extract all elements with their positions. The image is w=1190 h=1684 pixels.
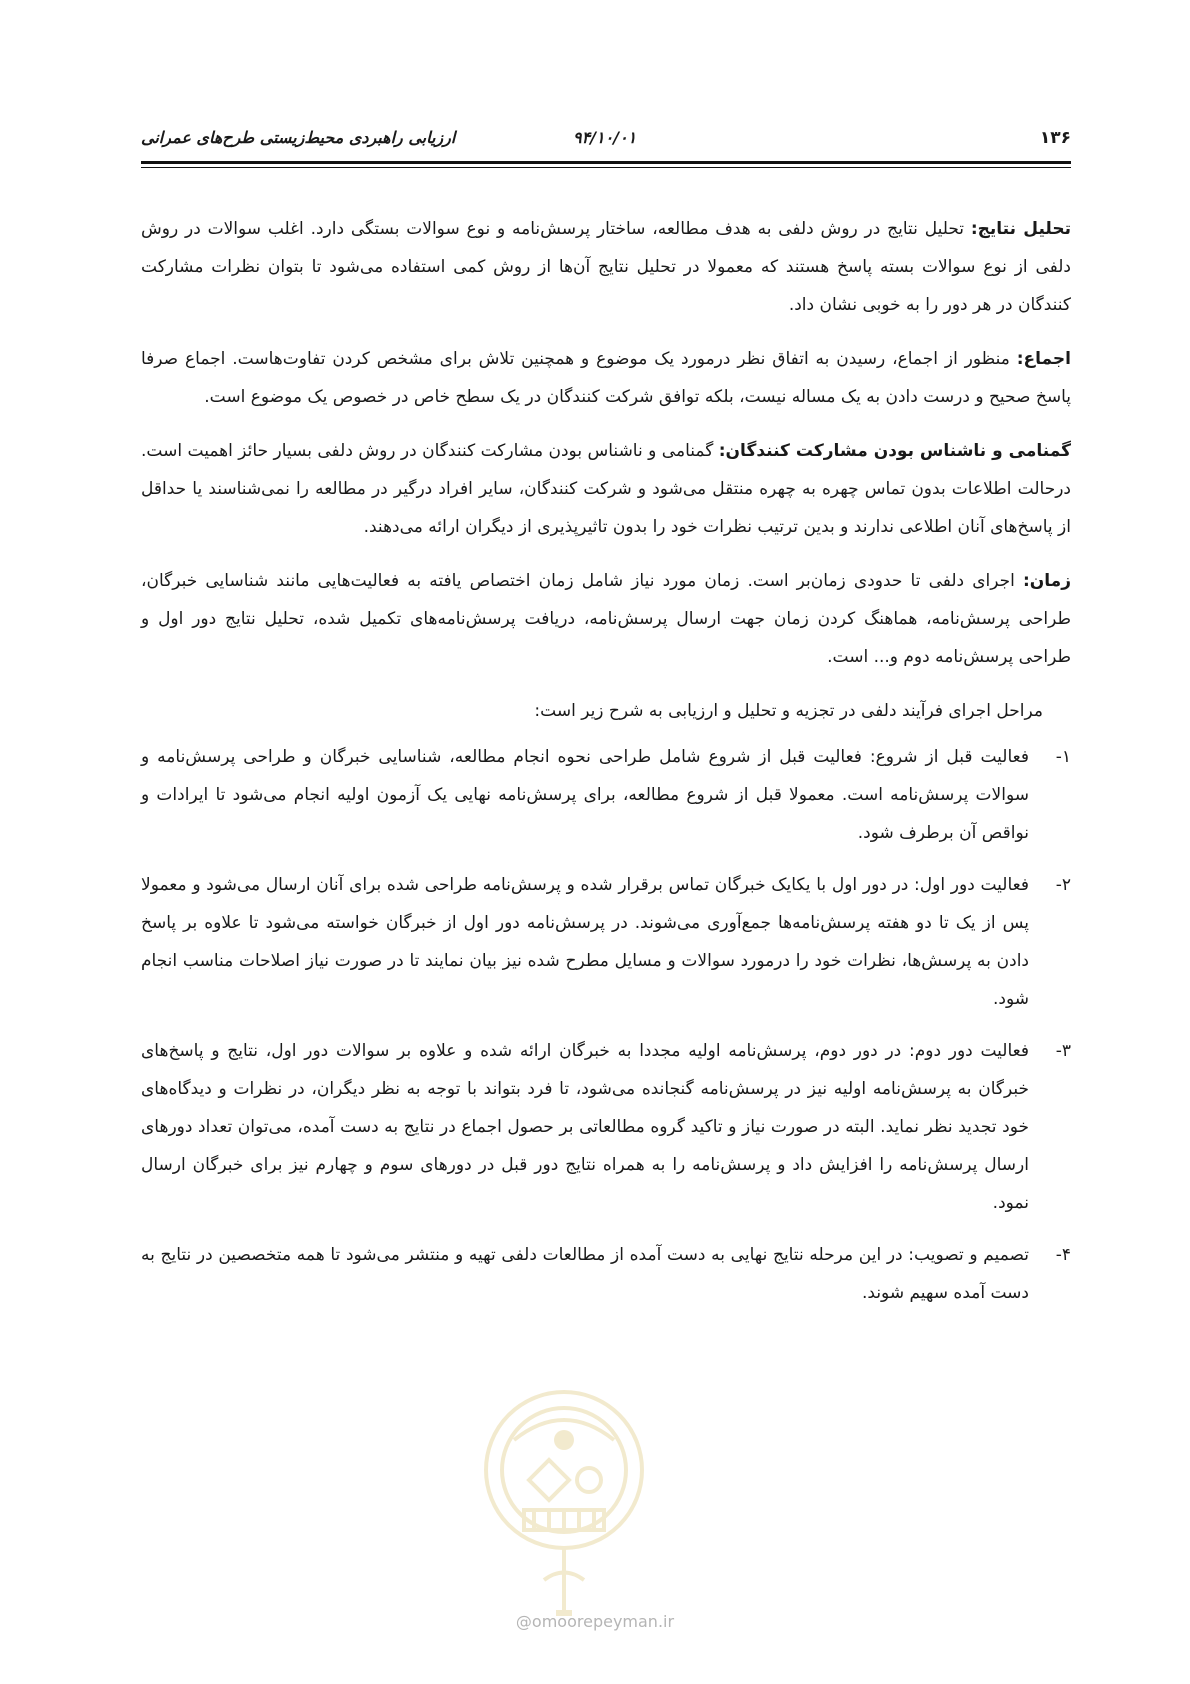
paragraph-term: اجماع: bbox=[1016, 349, 1071, 369]
list-number: ۲- bbox=[1055, 875, 1071, 895]
list-item bbox=[141, 738, 1071, 852]
list-text: تصمیم و تصویب: در این مرحله نتایج نهایی به دست آمده از مطالعات دلفی تهیه و منتشر می‌شود تا همه متخصصین در نتایج به دست آمده سهیم شوند. bbox=[141, 1245, 1029, 1303]
header-rule-thin bbox=[141, 167, 1071, 168]
paragraph-term: گمنامی و ناشناس بودن مشارکت کنندگان: bbox=[718, 441, 1071, 461]
list-text: فعالیت قبل از شروع: فعالیت قبل از شروع شامل طراحی نحوه انجام مطالعه، شناسایی خبرگان و طراحی پرسش‌نامه و سوالات پرسش‌نامه است. معمولا قبل از شروع مطالعه، برای پرسش‌نامه نهایی یک آزمون اولیه انجام می‌شود تا ایرادات و نواقص آن برطرف شود. bbox=[141, 747, 1029, 843]
list-item bbox=[141, 1032, 1071, 1222]
watermark-logo bbox=[474, 1380, 654, 1630]
list-number: ۳- bbox=[1055, 1041, 1071, 1061]
page-body bbox=[141, 210, 1071, 1326]
paragraph-text: گمنامی و ناشناس بودن مشارکت کنندگان در روش دلفی بسیار حائز اهمیت است. درحالت اطلاعات بدون تماس چهره به چهره منتقل می‌شود و شرکت کنندگان، سایر افراد درگیر در مطالعه را نمی‌شناسند یا حداقل از پاسخ‌های آنان اطلاعی ندارند و بدین ترتیب نظرات خود را بدون تاثیرپذیری از دیگران ارائه می‌دهند. bbox=[141, 441, 1071, 537]
running-header bbox=[141, 128, 1071, 158]
list-text: فعالیت دور دوم: در دور دوم، پرسش‌نامه اولیه مجددا به خبرگان ارائه شده و علاوه بر سوالات دور اول، نتایج و پاسخ‌های خبرگان به پرسش‌نامه اولیه نیز در پرسش‌نامه گنجانده می‌شود، تا فرد بتواند با توجه به نظر دیگران، در نظرات و دیدگاه‌های خود تجدید نظر نماید. البته در صورت نیاز و تاکید گروه مطالعاتی بر حصول اجماع در نتایج به دست آمده، می‌توان تعداد دورهای ارسال پرسش‌نامه را افزایش داد و پرسش‌نامه را به همراه نتایج دور قبل در دورهای سوم و چهارم نیز برای خبرگان ارسال نمود. bbox=[141, 1041, 1029, 1213]
list-item bbox=[141, 866, 1071, 1018]
paragraph-time bbox=[141, 562, 1071, 676]
paragraph-text: منظور از اجماع، رسیدن به اتفاق نظر درمورد یک موضوع و همچنین تلاش برای مشخص کردن تفاوت‌هاست. اجماع صرفا پاسخ صحیح و درست دادن به یک مساله نیست، بلکه توافق شرکت کنندگان در یک سطح خاص در خصوص یک موضوع است. bbox=[141, 349, 1071, 407]
list-item bbox=[141, 1236, 1071, 1312]
paragraph-text: تحلیل نتایج در روش دلفی به هدف مطالعه، ساختار پرسش‌نامه و نوع سوالات بستگی دارد. اغلب سوالات در روش دلفی از نوع سوالات بسته پاسخ هستند که معمولا در تحلیل نتایج آن‌ها از روش کمی استفاده می‌شود تا بتوان نظرات مشارکت کنندگان در هر دور را به خوبی نشان داد. bbox=[141, 219, 1071, 315]
paragraph-analysis bbox=[141, 210, 1071, 324]
paragraph-anonymity bbox=[141, 432, 1071, 546]
watermark-url: @omoorepeyman.ir bbox=[515, 1612, 675, 1631]
paragraph-text: اجرای دلفی تا حدودی زمان‌بر است. زمان مورد نیاز شامل زمان اختصاص یافته به فعالیت‌هایی مانند شناسایی خبرگان، طراحی پرسش‌نامه، هماهنگ کردن زمان جهت ارسال پرسش‌نامه، دریافت پرسش‌نامه‌های تکمیل شده، تحلیل نتایج دور اول و طراحی پرسش‌نامه دوم و... است. bbox=[141, 571, 1071, 667]
steps-list bbox=[141, 738, 1071, 1312]
paragraph-term: تحلیل نتایج: bbox=[970, 219, 1071, 239]
header-title: ارزیابی راهبردی محیط‌زیستی طرح‌های عمرانی bbox=[141, 128, 456, 147]
list-number: ۱- bbox=[1055, 747, 1071, 767]
paragraph-consensus bbox=[141, 340, 1071, 416]
header-rule-thick bbox=[141, 161, 1071, 164]
list-number: ۴- bbox=[1055, 1245, 1071, 1265]
steps-intro: مراحل اجرای فرآیند دلفی در تجزیه و تحلیل و ارزیابی به شرح زیر است: bbox=[534, 701, 1043, 721]
paragraph-term: زمان: bbox=[1022, 571, 1071, 591]
page-number: ۱۳۶ bbox=[1039, 128, 1071, 148]
list-text: فعالیت دور اول: در دور اول با یکایک خبرگان تماس برقرار شده و پرسش‌نامه طراحی شده برای آنان ارسال می‌شود و معمولا پس از یک تا دو هفته پرسش‌نامه‌ها جمع‌آوری می‌شوند. در پرسش‌نامه دور اول از خبرگان خواسته می‌شود تا علاوه بر پاسخ دادن به پرسش‌ها، نظرات خود را درمورد سوالات و مسایل مطرح شده نیز بیان نمایند تا در صورت نیاز اصلاحات مناسب انجام شود. bbox=[141, 875, 1029, 1009]
header-date: ۹۴/۱۰/۰۱ bbox=[573, 128, 637, 147]
